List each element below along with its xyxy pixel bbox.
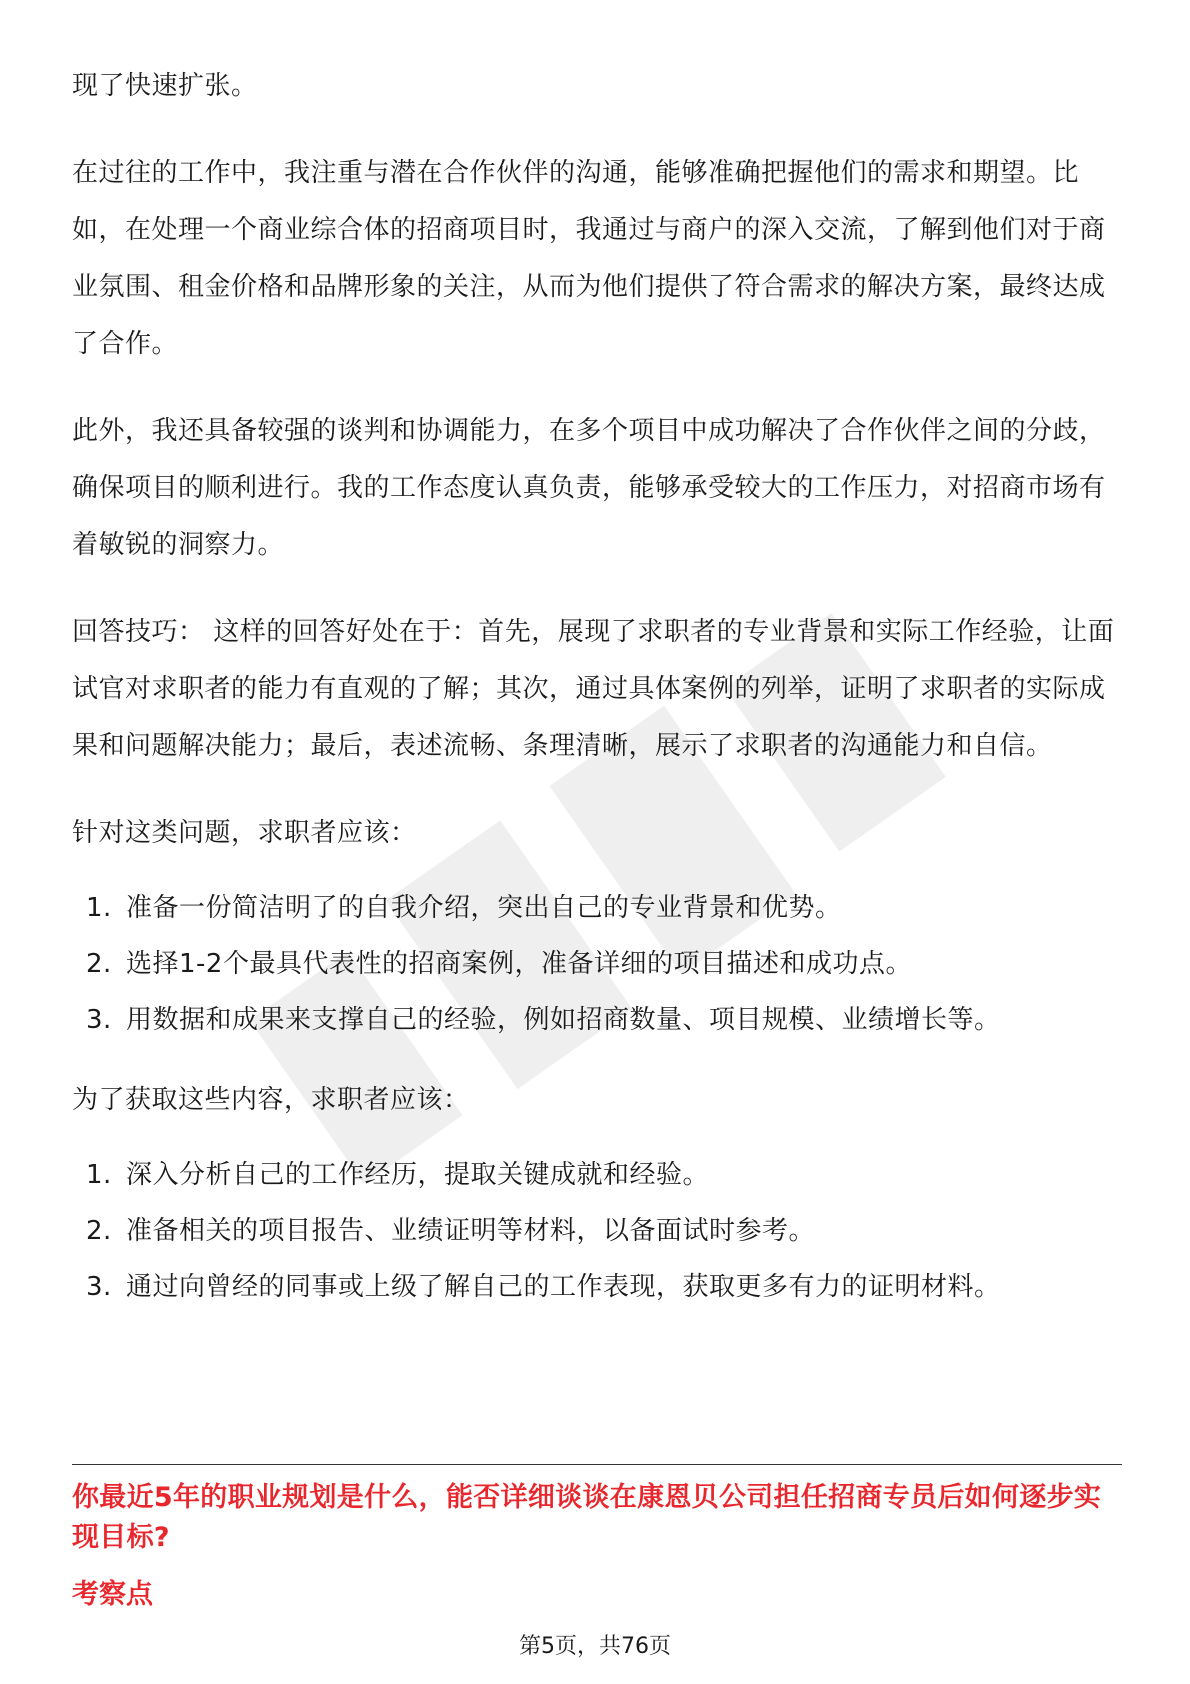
paragraph-answer-tips: 回答技巧： 这样的回答好处在于：首先，展现了求职者的专业背景和实际工作经验，让面试官对求职者的能力有直观的了解；其次，通过具体案例的列举，证明了求职者的实际成果和问题解决能力；最后，表述流畅、条理清晰，展示了求职者的沟通能力和自信。 <box>72 617 1115 761</box>
section-subheading: 考察点 <box>72 1579 153 1610</box>
list-item <box>72 992 1122 1048</box>
paragraph-continuation: 现了快速扩张。 <box>72 71 258 101</box>
section-divider <box>72 1464 1122 1465</box>
list-item <box>72 1259 1122 1315</box>
paragraph-obtain-intro: 为了获取这些内容，求职者应该： <box>72 1085 470 1115</box>
interview-question-title: 你最近5年的职业规划是什么，能否详细谈谈在康恩贝公司担任招商专员后如何逐步实现目标? <box>72 1482 1102 1553</box>
list-number: 3. <box>86 1272 112 1302</box>
page-number-footer: 第5页，共76页 <box>519 1634 671 1659</box>
list-item <box>72 880 1122 936</box>
paragraph-should-intro: 针对这类问题，求职者应该： <box>72 818 417 848</box>
list-number: 3. <box>86 1005 112 1035</box>
list-number: 2. <box>86 1216 112 1246</box>
list-number: 1. <box>86 1160 112 1190</box>
list-text: 通过向曾经的同事或上级了解自己的工作表现，获取更多有力的证明材料。 <box>126 1272 1001 1302</box>
list-obtain-steps <box>72 1147 1122 1315</box>
list-item <box>72 1203 1122 1259</box>
paragraph-experience: 在过往的工作中，我注重与潜在合作伙伴的沟通，能够准确把握他们的需求和期望。比如，在处理一个商业综合体的招商项目时，我通过与商户的深入交流，了解到他们对于商业氛围、租金价格和品牌形象的关注，从而为他们提供了符合需求的解决方案，最终达成了合作。 <box>72 158 1106 359</box>
list-item <box>72 936 1122 992</box>
list-number: 2. <box>86 949 112 979</box>
paragraph-abilities: 此外，我还具备较强的谈判和协调能力，在多个项目中成功解决了合作伙伴之间的分歧，确保项目的顺利进行。我的工作态度认真负责，能够承受较大的工作压力，对招商市场有着敏锐的洞察力。 <box>72 416 1106 560</box>
list-text: 选择1-2个最具代表性的招商案例，准备详细的项目描述和成功点。 <box>126 949 912 979</box>
list-text: 准备一份简洁明了的自我介绍，突出自己的专业背景和优势。 <box>126 893 842 923</box>
list-preparation-steps <box>72 880 1122 1048</box>
list-text: 准备相关的项目报告、业绩证明等材料，以备面试时参考。 <box>126 1216 816 1246</box>
list-number: 1. <box>86 893 112 923</box>
main-content <box>72 58 1122 1339</box>
list-item <box>72 1147 1122 1203</box>
list-text: 用数据和成果来支撑自己的经验，例如招商数量、项目规模、业绩增长等。 <box>126 1005 1001 1035</box>
list-text: 深入分析自己的工作经历，提取关键成就和经验。 <box>126 1160 710 1190</box>
